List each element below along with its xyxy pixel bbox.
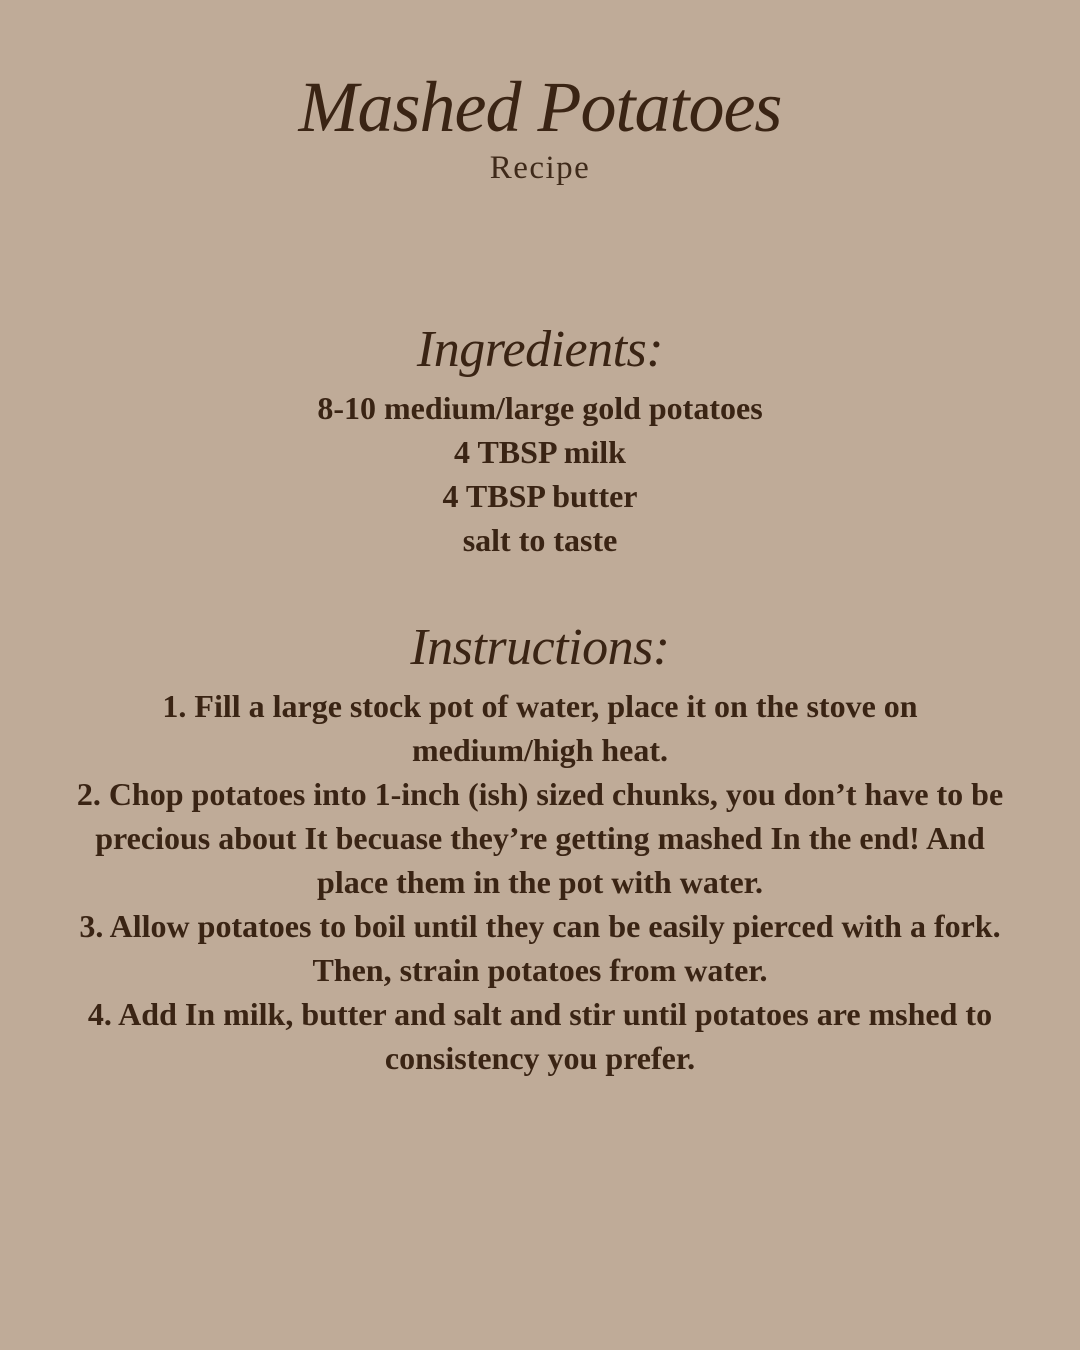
ingredient-item: 4 TBSP butter bbox=[442, 478, 638, 514]
ingredient-item: 8-10 medium/large gold potatoes bbox=[317, 390, 763, 426]
instructions-list bbox=[70, 684, 1010, 1080]
instruction-step: 2. Chop potatoes into 1-inch (ish) sized chunks, you don’t have to be precious about It becuase they’re getting mashed In the end! And place them in the pot with water. bbox=[76, 776, 1004, 900]
ingredient-item: 4 TBSP milk bbox=[454, 434, 626, 470]
instruction-step: 3. Allow potatoes to boil until they can be easily pierced with a fork. Then, strain potatoes from water. bbox=[79, 908, 1001, 988]
ingredient-item: salt to taste bbox=[462, 522, 618, 558]
page-subtitle: Recipe bbox=[489, 150, 591, 186]
page-title: Mashed Potatoes bbox=[298, 67, 782, 147]
instructions-heading: Instructions: bbox=[410, 619, 670, 676]
instruction-step: 4. Add In milk, butter and salt and stir until potatoes are mshed to consistency you prefer. bbox=[87, 996, 993, 1076]
ingredients-heading: Ingredients: bbox=[416, 321, 664, 378]
instruction-step: 1. Fill a large stock pot of water, place it on the stove on medium/high heat. bbox=[162, 688, 918, 768]
ingredients-list bbox=[0, 386, 1080, 562]
